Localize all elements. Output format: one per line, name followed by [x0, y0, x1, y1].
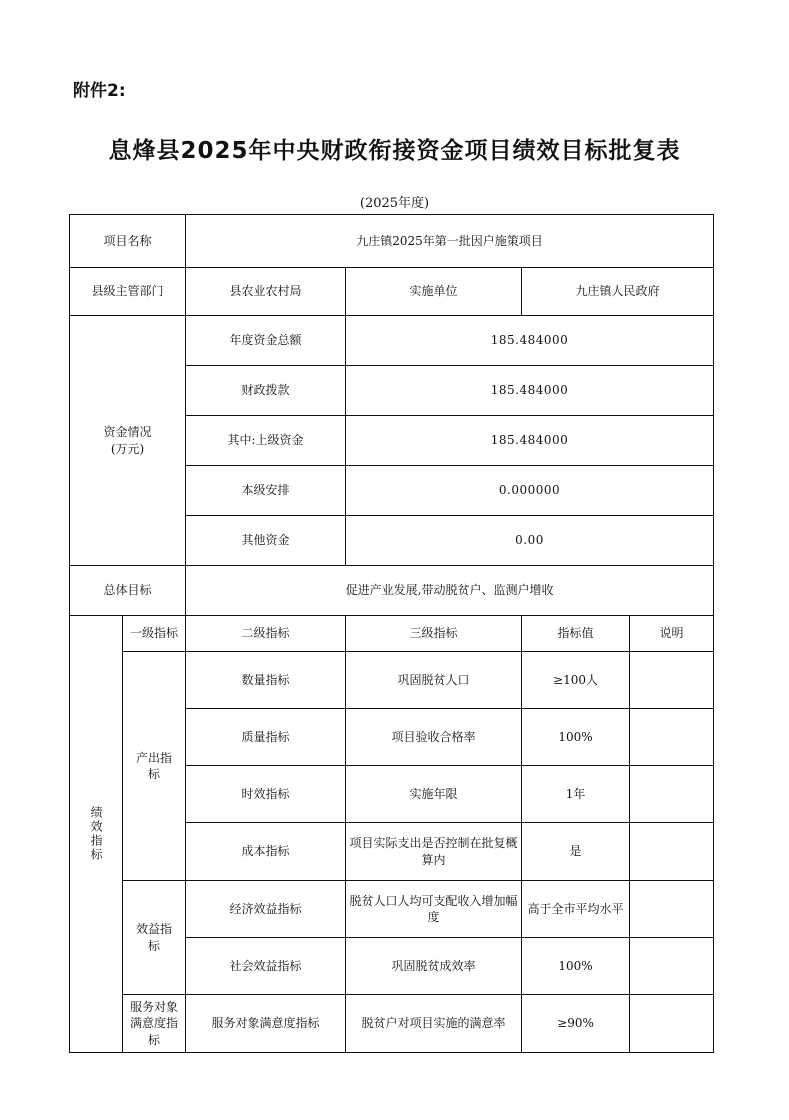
indicator-row	[70, 881, 714, 938]
fund-item-label: 其他资金	[186, 516, 346, 566]
header-note: 说明	[630, 616, 714, 652]
performance-label-vertical: 绩效指标	[89, 806, 104, 862]
level2-indicator: 社会效益指标	[186, 938, 346, 995]
group-benefit-label: 效益指标	[123, 881, 186, 995]
fund-item-value: 185.484000	[346, 366, 714, 416]
indicator-value: 高于全市平均水平	[522, 881, 630, 938]
level2-indicator: 服务对象满意度指标	[186, 995, 346, 1053]
indicator-value: ≥90%	[522, 995, 630, 1053]
indicator-note	[630, 652, 714, 709]
indicator-value: ≥100人	[522, 652, 630, 709]
department-row	[70, 268, 714, 316]
indicator-note	[630, 766, 714, 823]
level2-indicator: 质量指标	[186, 709, 346, 766]
department-label: 县级主管部门	[70, 268, 186, 316]
indicator-value: 是	[522, 823, 630, 881]
fund-item-value: 185.484000	[346, 416, 714, 466]
fund-item-value: 185.484000	[346, 316, 714, 366]
indicator-note	[630, 823, 714, 881]
overall-goal-label: 总体目标	[70, 566, 186, 616]
indicator-note	[630, 881, 714, 938]
fund-section-label	[70, 316, 186, 566]
group-satisfaction-label: 服务对象满意度指标	[123, 995, 186, 1053]
department-value: 县农业农村局	[186, 268, 346, 316]
header-level3: 三级指标	[346, 616, 522, 652]
project-name-label: 项目名称	[70, 215, 186, 268]
fund-item-label: 本级安排	[186, 466, 346, 516]
level2-indicator: 时效指标	[186, 766, 346, 823]
level3-indicator: 巩固脱贫成效率	[346, 938, 522, 995]
level2-indicator: 经济效益指标	[186, 881, 346, 938]
fund-label-line1: 资金情况	[103, 425, 152, 440]
header-value: 指标值	[522, 616, 630, 652]
indicator-value: 100%	[522, 709, 630, 766]
level3-indicator: 脱贫人口人均可支配收入增加幅度	[346, 881, 522, 938]
header-level2: 二级指标	[186, 616, 346, 652]
fund-row	[70, 316, 714, 366]
fund-item-label: 其中:上级资金	[186, 416, 346, 466]
implementing-unit-label: 实施单位	[346, 268, 522, 316]
fund-item-label: 年度资金总额	[186, 316, 346, 366]
indicator-note	[630, 709, 714, 766]
header-level1: 一级指标	[123, 616, 186, 652]
indicator-value: 1年	[522, 766, 630, 823]
overall-goal-row	[70, 566, 714, 616]
fund-item-value: 0.00	[346, 516, 714, 566]
level2-indicator: 成本指标	[186, 823, 346, 881]
indicator-row	[70, 995, 714, 1053]
document-title: 息烽县2025年中央财政衔接资金项目绩效目标批复表	[108, 138, 681, 164]
implementing-unit-value: 九庄镇人民政府	[522, 268, 714, 316]
indicator-row	[70, 652, 714, 709]
indicator-header-row	[70, 616, 714, 652]
level3-indicator: 项目验收合格率	[346, 709, 522, 766]
level3-indicator: 巩固脱贫人口	[346, 652, 522, 709]
level3-indicator: 脱贫户对项目实施的满意率	[346, 995, 522, 1053]
fund-item-value: 0.000000	[346, 466, 714, 516]
group-output-label: 产出指标	[123, 652, 186, 881]
fund-label-line2: (万元)	[110, 441, 145, 456]
indicator-note	[630, 995, 714, 1053]
fiscal-year: (2025年度)	[359, 196, 430, 211]
attachment-label: 附件2:	[73, 81, 126, 101]
performance-indicators-label	[70, 616, 123, 1053]
project-name-row	[70, 215, 714, 268]
indicator-value: 100%	[522, 938, 630, 995]
level3-indicator: 实施年限	[346, 766, 522, 823]
level3-indicator: 项目实际支出是否控制在批复概算内	[346, 823, 522, 881]
project-name-value: 九庄镇2025年第一批因户施策项目	[186, 215, 714, 268]
fund-item-label: 财政拨款	[186, 366, 346, 416]
level2-indicator: 数量指标	[186, 652, 346, 709]
approval-table	[69, 214, 714, 1053]
indicator-note	[630, 938, 714, 995]
overall-goal-text: 促进产业发展,带动脱贫户、监测户增收	[186, 566, 714, 616]
